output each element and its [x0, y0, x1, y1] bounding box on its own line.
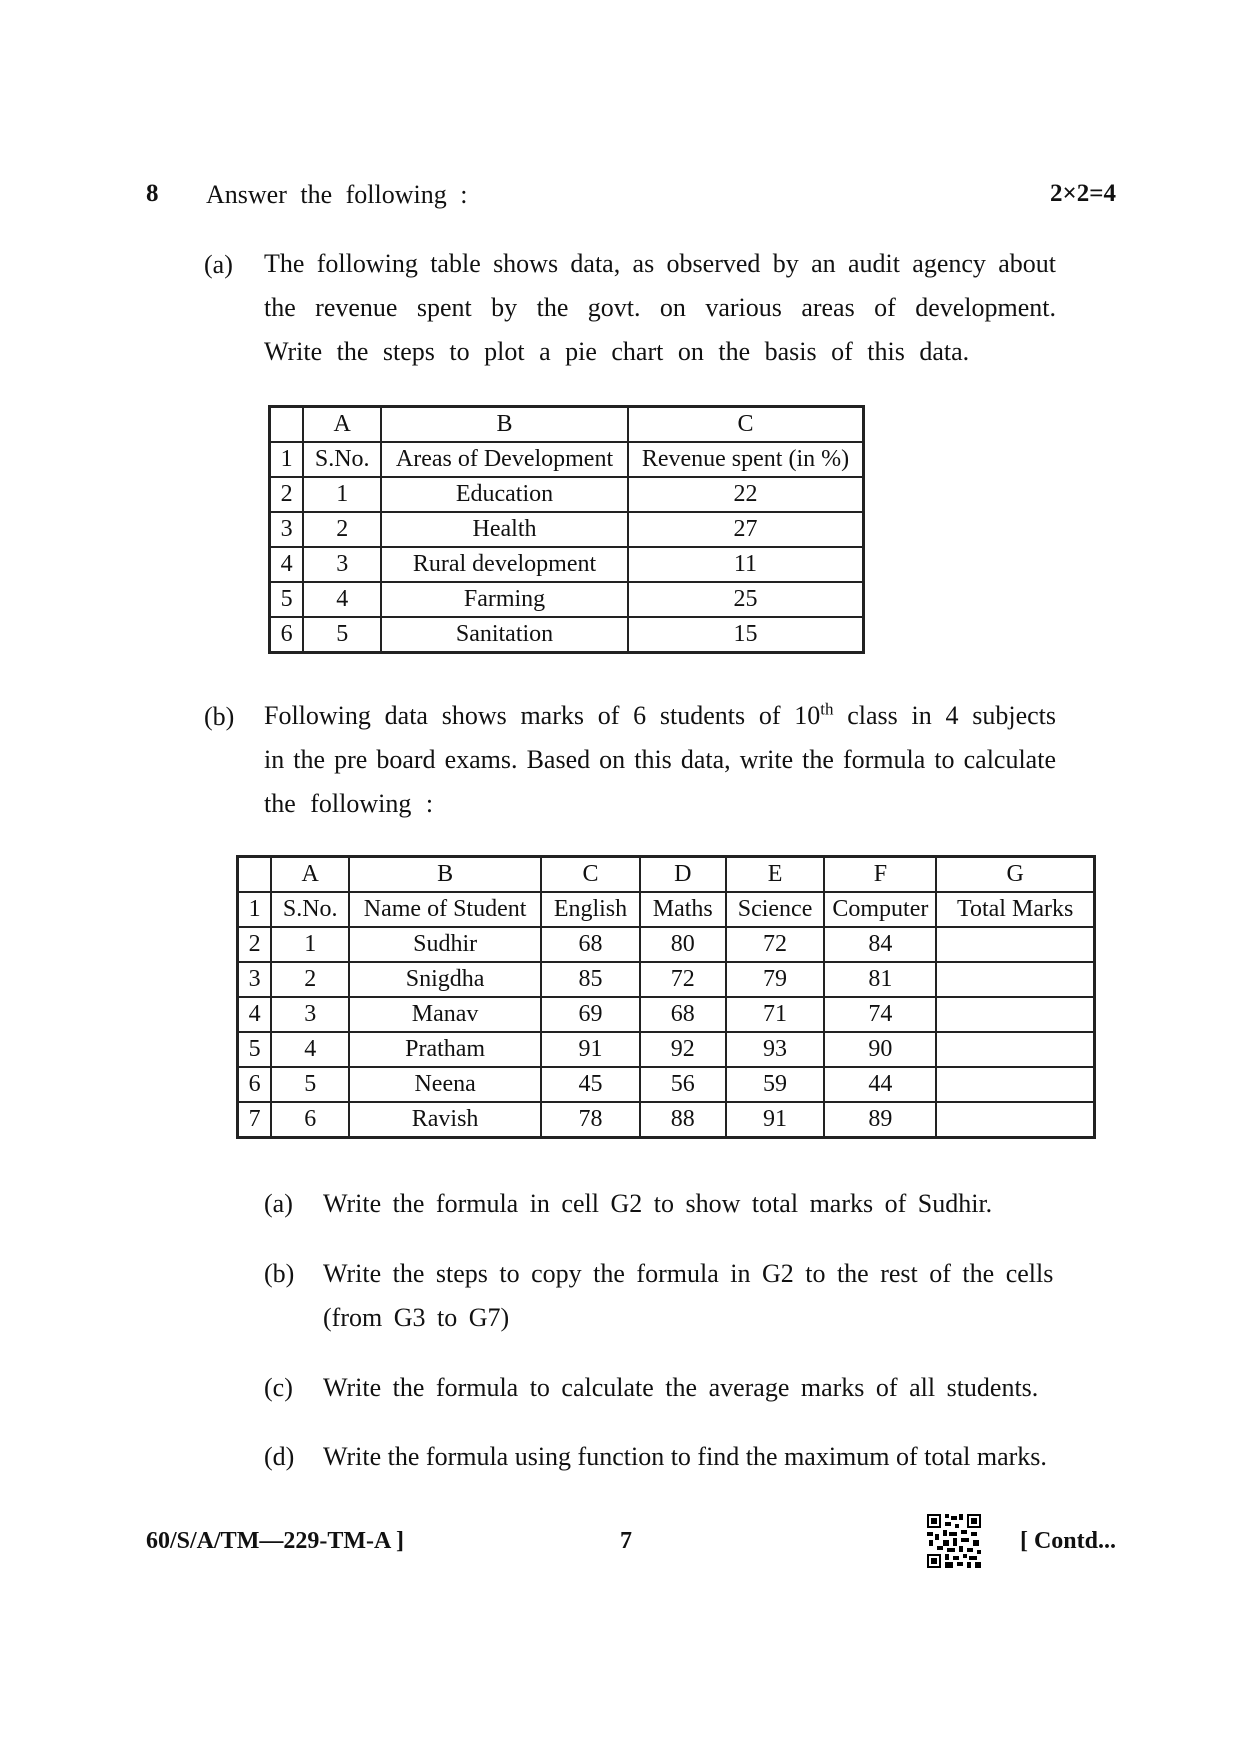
part-b-line-2: in the pre board exams. Based on this data, write the formula to calculate — [264, 745, 1056, 774]
table-cell: 1 — [271, 927, 349, 962]
row-number: 1 — [270, 442, 304, 477]
subquestion-c-label: (c) — [264, 1373, 293, 1402]
table-row — [238, 1102, 1095, 1138]
table-cell: S.No. — [303, 442, 381, 477]
subquestion-b-label: (b) — [264, 1259, 295, 1288]
table-cell: 15 — [628, 617, 864, 653]
total-marks-cell — [936, 1032, 1094, 1067]
table-cell: Computer — [824, 892, 936, 927]
table-row — [238, 927, 1095, 962]
row-number: 3 — [270, 512, 304, 547]
table-cell: 79 — [726, 962, 825, 997]
table-cell: 74 — [824, 997, 936, 1032]
part-b-text — [264, 694, 1056, 826]
table-cell: 27 — [628, 512, 864, 547]
table-row — [238, 997, 1095, 1032]
subquestion-a-label: (a) — [264, 1189, 293, 1218]
marks-table-header-row — [238, 857, 1095, 893]
column-letter: C — [628, 407, 864, 443]
column-letter: D — [640, 857, 726, 893]
table-cell: 59 — [726, 1067, 825, 1102]
question-marks: 2×2=4 — [1050, 180, 1116, 207]
revenue-table — [268, 405, 865, 654]
table-row — [270, 582, 864, 617]
table-cell: 6 — [271, 1102, 349, 1138]
row-number: 4 — [270, 547, 304, 582]
part-b-line-1 — [264, 694, 1056, 738]
continued-label: [ Contd... — [1019, 1528, 1116, 1554]
row-number: 5 — [270, 582, 304, 617]
table-cell: 72 — [726, 927, 825, 962]
table-cell: 44 — [824, 1067, 936, 1102]
table-cell: 68 — [541, 927, 640, 962]
table-row — [238, 1067, 1095, 1102]
total-marks-cell — [936, 962, 1094, 997]
table-row — [270, 442, 864, 477]
table-cell: 5 — [271, 1067, 349, 1102]
row-number: 2 — [270, 477, 304, 512]
subquestion-a-text: Write the formula in cell G2 to show total marks of Sudhir. — [323, 1189, 993, 1218]
table-cell: 25 — [628, 582, 864, 617]
column-letter: G — [936, 857, 1094, 893]
table-cell: Areas of Development — [381, 442, 628, 477]
subquestion-b-line-1: Write the steps to copy the formula in G2 to the rest of the cells — [323, 1259, 1054, 1288]
qr-code-icon — [927, 1514, 981, 1568]
table-cell: 5 — [303, 617, 381, 653]
table-cell: 91 — [726, 1102, 825, 1138]
table-cell: English — [541, 892, 640, 927]
column-letter: A — [271, 857, 349, 893]
total-marks-cell — [936, 1102, 1094, 1138]
row-number: 2 — [238, 927, 272, 962]
table-cell: 2 — [303, 512, 381, 547]
table-cell: 93 — [726, 1032, 825, 1067]
column-letter: F — [824, 857, 936, 893]
table-cell: 88 — [640, 1102, 726, 1138]
table-cell: 80 — [640, 927, 726, 962]
column-letter: C — [541, 857, 640, 893]
marks-table — [236, 855, 1096, 1139]
subquestion-c-text: Write the formula to calculate the average marks of all students. — [323, 1373, 1039, 1402]
table-cell: Maths — [640, 892, 726, 927]
table-cell: Farming — [381, 582, 628, 617]
row-number: 6 — [270, 617, 304, 653]
total-marks-cell — [936, 1067, 1094, 1102]
row-number: 7 — [238, 1102, 272, 1138]
corner-cell — [238, 857, 272, 893]
table-cell: Science — [726, 892, 825, 927]
table-cell: Total Marks — [936, 892, 1094, 927]
table-cell: Pratham — [349, 1032, 541, 1067]
paper-code: 60/S/A/TM—229-TM-A ] — [146, 1528, 404, 1554]
table-row — [270, 547, 864, 582]
table-cell: Neena — [349, 1067, 541, 1102]
part-b-label: (b) — [204, 702, 235, 731]
table-cell: Education — [381, 477, 628, 512]
part-a-text — [264, 242, 1056, 374]
table-cell: 89 — [824, 1102, 936, 1138]
table-cell: 90 — [824, 1032, 936, 1067]
table-cell: 84 — [824, 927, 936, 962]
table-cell: Health — [381, 512, 628, 547]
table-row — [270, 512, 864, 547]
table-cell: 3 — [303, 547, 381, 582]
table-row — [270, 617, 864, 653]
table-cell: Ravish — [349, 1102, 541, 1138]
table-row — [270, 477, 864, 512]
part-b-line-1-pre: Following data shows marks of 6 students of 10 — [264, 701, 821, 730]
table-cell: 81 — [824, 962, 936, 997]
table-cell: Name of Student — [349, 892, 541, 927]
table-cell: S.No. — [271, 892, 349, 927]
part-b-line-1-post: class in 4 subjects — [847, 701, 1057, 730]
row-number: 6 — [238, 1067, 272, 1102]
table-cell: 45 — [541, 1067, 640, 1102]
part-b-line-3: the following : — [264, 789, 434, 818]
table-cell: Rural development — [381, 547, 628, 582]
table-cell: 1 — [303, 477, 381, 512]
revenue-table-header-row — [270, 407, 864, 443]
table-cell: 92 — [640, 1032, 726, 1067]
row-number: 3 — [238, 962, 272, 997]
table-cell: Snigdha — [349, 962, 541, 997]
table-cell: 71 — [726, 997, 825, 1032]
part-a-line-2: the revenue spent by the govt. on various areas of development. — [264, 293, 1056, 322]
column-letter: B — [381, 407, 628, 443]
corner-cell — [270, 407, 304, 443]
superscript-th: th — [820, 699, 834, 719]
table-row — [238, 892, 1095, 927]
table-cell: 22 — [628, 477, 864, 512]
table-cell: Revenue spent (in %) — [628, 442, 864, 477]
table-cell: 3 — [271, 997, 349, 1032]
table-cell: 4 — [303, 582, 381, 617]
table-cell: 56 — [640, 1067, 726, 1102]
row-number: 1 — [238, 892, 272, 927]
table-row — [238, 1032, 1095, 1067]
part-a-line-3: Write the steps to plot a pie chart on the basis of this data. — [264, 337, 970, 366]
table-cell: 2 — [271, 962, 349, 997]
total-marks-cell — [936, 927, 1094, 962]
table-cell: 85 — [541, 962, 640, 997]
subquestion-b-line-2: (from G3 to G7) — [323, 1303, 510, 1332]
row-number: 5 — [238, 1032, 272, 1067]
column-letter: A — [303, 407, 381, 443]
total-marks-cell — [936, 997, 1094, 1032]
table-cell: 72 — [640, 962, 726, 997]
table-cell: 69 — [541, 997, 640, 1032]
column-letter: B — [349, 857, 541, 893]
subquestion-d-label: (d) — [264, 1442, 295, 1471]
table-cell: Sudhir — [349, 927, 541, 962]
page-number: 7 — [620, 1528, 632, 1554]
part-a-line-1: The following table shows data, as observed by an audit agency about — [264, 249, 1056, 278]
table-row — [238, 962, 1095, 997]
table-cell: 11 — [628, 547, 864, 582]
question-number: 8 — [146, 180, 159, 207]
table-cell: 68 — [640, 997, 726, 1032]
subquestion-d-text: Write the formula using function to find the maximum of total marks. — [323, 1442, 1047, 1471]
table-cell: Sanitation — [381, 617, 628, 653]
row-number: 4 — [238, 997, 272, 1032]
table-cell: 4 — [271, 1032, 349, 1067]
part-a-label: (a) — [204, 250, 233, 279]
question-text: Answer the following : — [206, 180, 468, 209]
table-cell: Manav — [349, 997, 541, 1032]
column-letter: E — [726, 857, 825, 893]
table-cell: 78 — [541, 1102, 640, 1138]
table-cell: 91 — [541, 1032, 640, 1067]
